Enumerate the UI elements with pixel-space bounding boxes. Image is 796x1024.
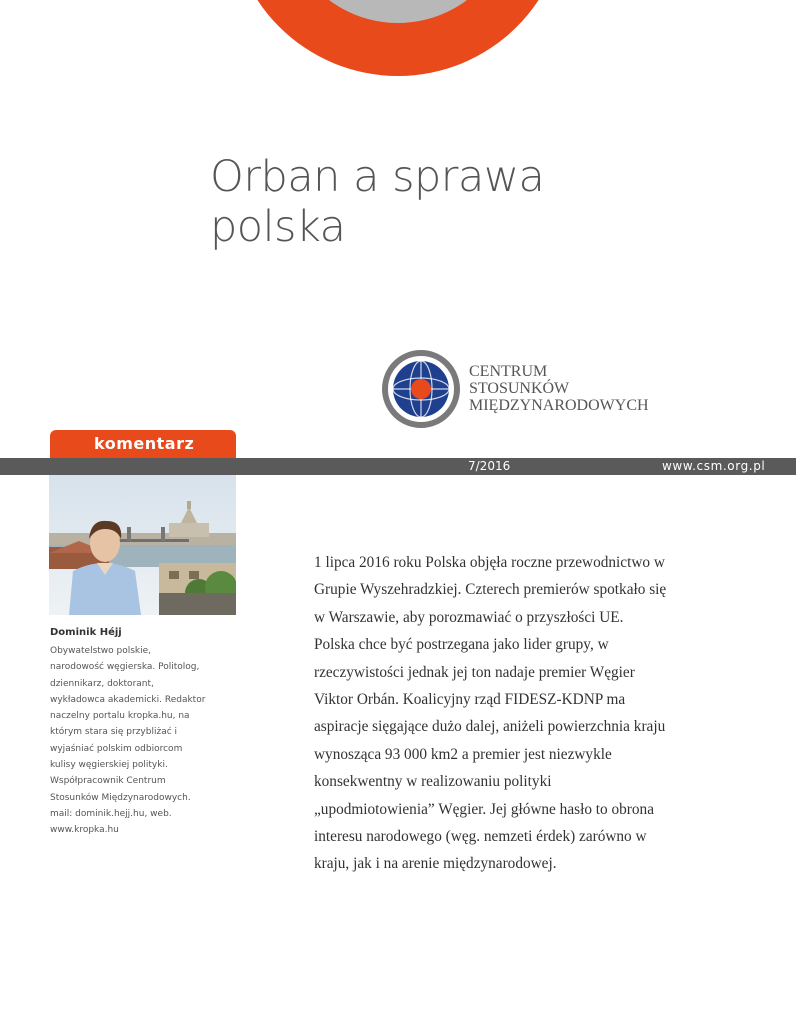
bio-line: mail: dominik.hejj.hu, web.	[50, 808, 172, 819]
body-line: 1 lipca 2016 roku Polska objęła roczne przewodnictwo w	[314, 554, 665, 571]
bio-line: naczelny portalu kropka.hu, na	[50, 711, 190, 722]
body-line: Viktor Orbán. Koalicyjny rząd FIDESZ-KDNP ma	[314, 691, 626, 709]
bio-line: Współpracownik Centrum	[50, 776, 166, 787]
body-line: rzeczywistości jednak jej ton nadaje premier Węgier	[314, 663, 635, 681]
section-tab: komentarz	[50, 430, 236, 458]
article-body	[314, 549, 674, 878]
bio-line: dziennikarz, doktorant,	[50, 678, 154, 689]
bio-line: kulisy węgierskiej polityki.	[50, 760, 168, 771]
bio-line: narodowość węgierska. Politolog,	[50, 662, 200, 673]
bio-line: wykładowca akademicki. Redaktor	[50, 694, 206, 705]
body-line: kraju, jak i na arenie międzynarodowej.	[314, 855, 557, 873]
author-photo	[49, 475, 236, 615]
header-decoration	[210, 0, 586, 76]
body-line: wynosząca 93 000 km2 a premier jest niezwykle	[314, 745, 612, 763]
globe-logo-icon	[382, 350, 462, 430]
author-bio	[50, 643, 236, 839]
website-link[interactable]: www.csm.org.pl	[662, 459, 766, 473]
bio-line: Stosunków Międzynarodowych.	[50, 792, 191, 803]
logo-line: MIĘDZYNARODOWYCH	[469, 397, 649, 414]
body-line: aspiracje sięgające dużo dalej, aniżeli powierzchnia kraju	[314, 718, 666, 736]
body-line: „upodmiotowienia” Węgier. Jej główne hasło to obrona	[314, 800, 654, 818]
logo-line: CENTRUM	[469, 363, 548, 380]
page-title	[210, 152, 630, 252]
bio-line: wyjaśniać polskim odbiorcom	[50, 743, 183, 754]
logo-text	[469, 363, 649, 414]
info-bar	[0, 458, 796, 475]
body-line: interesu narodowego (węg. nemzeti érdek) zarówno w	[314, 828, 647, 846]
logo-line: STOSUNKÓW	[469, 380, 570, 397]
author-name: Dominik Héjj	[50, 627, 122, 638]
title-line: polska	[210, 202, 346, 252]
body-line: Grupie Wyszehradzkiej. Czterech premierów spotkało się	[314, 581, 667, 599]
bio-line: którym stara się przybliżać i	[50, 727, 178, 738]
issue-number: 7/2016	[468, 459, 511, 473]
bio-line: www.kropka.hu	[50, 825, 119, 836]
body-line: Polska chce być postrzegana jako lider grupy, w	[314, 636, 609, 654]
body-line: w Warszawie, aby porozmawiać o przyszłości UE.	[314, 608, 624, 626]
body-line: konsekwentny w realizowaniu polityki	[314, 773, 552, 791]
title-line: Orban a sprawa	[210, 152, 545, 202]
bio-line: Obywatelstwo polskie,	[50, 646, 152, 656]
